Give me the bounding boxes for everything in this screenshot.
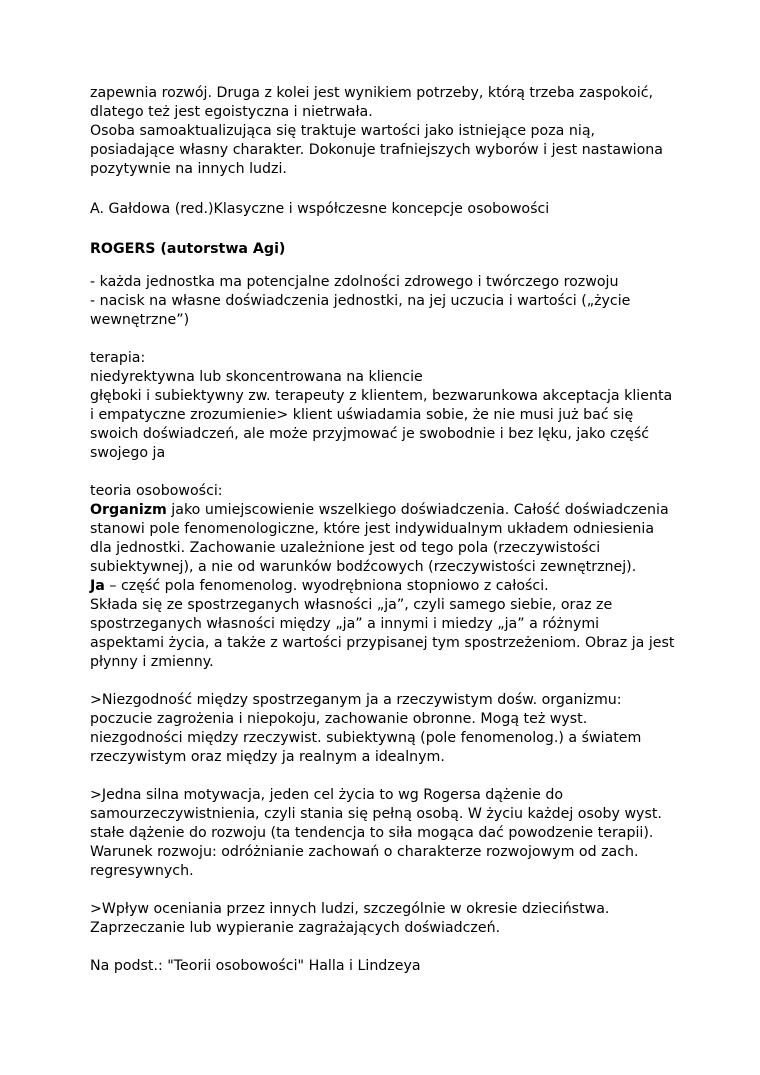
text-line: Zaprzeczanie lub wypieranie zagrażających doświadczeń. — [90, 920, 501, 936]
text-line: niezgodności między rzeczywist. subiektywną (pole fenomenolog.) a światem — [90, 730, 642, 746]
text-line: i empatyczne zrozumienie> klient uświadamia sobie, że nie musi już bać się — [90, 407, 634, 423]
text-line: subiektywnej), a nie od warunków bodźcowych (rzeczywistości zewnętrznej). — [90, 559, 637, 575]
organism-line — [90, 501, 690, 520]
text-line: stanowi pole fenomenologiczne, które jest indywidualnym układem odniesienia — [90, 521, 655, 537]
therapy-section — [90, 349, 690, 463]
text-line: poczucie zagrożenia i niepokoju, zachowanie obronne. Mogą też wyst. — [90, 711, 588, 727]
point-incongruence — [90, 691, 690, 767]
spacer — [90, 330, 690, 349]
organism-term: Organizm — [90, 502, 167, 518]
spacer — [90, 179, 690, 200]
bullet-item: - każda jednostka ma potencjalne zdolności zdrowego i twórczego rozwoju — [90, 274, 619, 290]
text-line: Składa się ze spostrzeganych własności „ja”, czyli samego siebie, oraz ze — [90, 597, 613, 613]
spacer — [90, 219, 690, 240]
point-motivation — [90, 786, 690, 881]
bullet-item-continuation: wewnętrzne”) — [90, 312, 190, 328]
document-page — [90, 84, 690, 976]
ja-text: – część pola fenomenolog. wyodrębniona stopniowo z całości. — [104, 578, 549, 594]
text-line: stałe dążenie do rozwoju (ta tendencja to siła mogąca dać powodzenie terapii). — [90, 825, 654, 841]
text-line: posiadające własny charakter. Dokonuje trafniejszych wyborów i jest nastawiona — [90, 142, 663, 158]
spacer — [90, 938, 690, 957]
text-line: rzeczywistym oraz między ja realnym a idealnym. — [90, 749, 445, 765]
personality-section — [90, 482, 690, 672]
spacer — [90, 259, 690, 273]
text-line: swojego ja — [90, 445, 166, 461]
therapy-label: terapia: — [90, 350, 146, 366]
organism-text: jako umiejscowienie wszelkiego doświadczenia. Całość doświadczenia — [166, 502, 669, 518]
reference-galdowa: A. Gałdowa (red.)Klasyczne i współczesne koncepcje osobowości — [90, 201, 550, 217]
text-line: aspektami życia, a także z wartości przypisanej tym spostrzeżeniom. Obraz ja jest — [90, 635, 675, 651]
text-line: głęboki i subiektywny zw. terapeuty z klientem, bezwarunkowa akceptacja klienta — [90, 388, 673, 404]
ja-line — [90, 577, 690, 596]
spacer — [90, 463, 690, 482]
text-line: >Jedna silna motywacja, jeden cel życia to wg Rogersa dążenie do — [90, 787, 564, 803]
bullet-item: - nacisk na własne doświadczenia jednostki, na jej uczucia i wartości („życie — [90, 293, 631, 309]
text-line: niedyrektywna lub skoncentrowana na kliencie — [90, 369, 423, 385]
spacer — [90, 881, 690, 900]
text-line: Warunek rozwoju: odróżnianie zachowań o charakterze rozwojowym od zach. — [90, 844, 639, 860]
point-evaluation — [90, 900, 690, 938]
spacer — [90, 672, 690, 691]
intro-paragraph — [90, 84, 690, 179]
text-line: regresywnych. — [90, 863, 194, 879]
text-line: zapewnia rozwój. Druga z kolei jest wynikiem potrzeby, którą trzeba zaspokoić, — [90, 85, 654, 101]
text-line: swoich doświadczeń, ale może przyjmować je swobodnie i bez lęku, jako część — [90, 426, 650, 442]
text-line: dla jednostki. Zachowanie uzależnione jest od tego pola (rzeczywistości — [90, 540, 601, 556]
text-line: >Niezgodność między spostrzeganym ja a rzeczywistym dośw. organizmu: — [90, 692, 622, 708]
text-line: pozytywnie na innych ludzi. — [90, 161, 287, 177]
section-heading-rogers: ROGERS (autorstwa Agi) — [90, 241, 286, 257]
text-line: płynny i zmienny. — [90, 654, 214, 670]
spacer — [90, 767, 690, 786]
reference-hall-lindzey: Na podst.: "Teorii osobowości" Halla i Lindzeya — [90, 958, 421, 974]
ja-term: Ja — [90, 578, 105, 594]
text-line: samourzeczywistnienia, czyli stania się pełną osobą. W życiu każdej osoby wyst. — [90, 806, 662, 822]
text-line: >Wpływ oceniania przez innych ludzi, szczególnie w okresie dzieciństwa. — [90, 901, 610, 917]
text-line: spostrzeganych własności między „ja” a innymi i miedzy „ja” a różnymi — [90, 616, 600, 632]
text-line: Osoba samoaktualizująca się traktuje wartości jako istniejące poza nią, — [90, 123, 596, 139]
bullet-list — [90, 273, 690, 330]
text-line: dlatego też jest egoistyczna i nietrwała. — [90, 104, 373, 120]
personality-label: teoria osobowości: — [90, 483, 223, 499]
